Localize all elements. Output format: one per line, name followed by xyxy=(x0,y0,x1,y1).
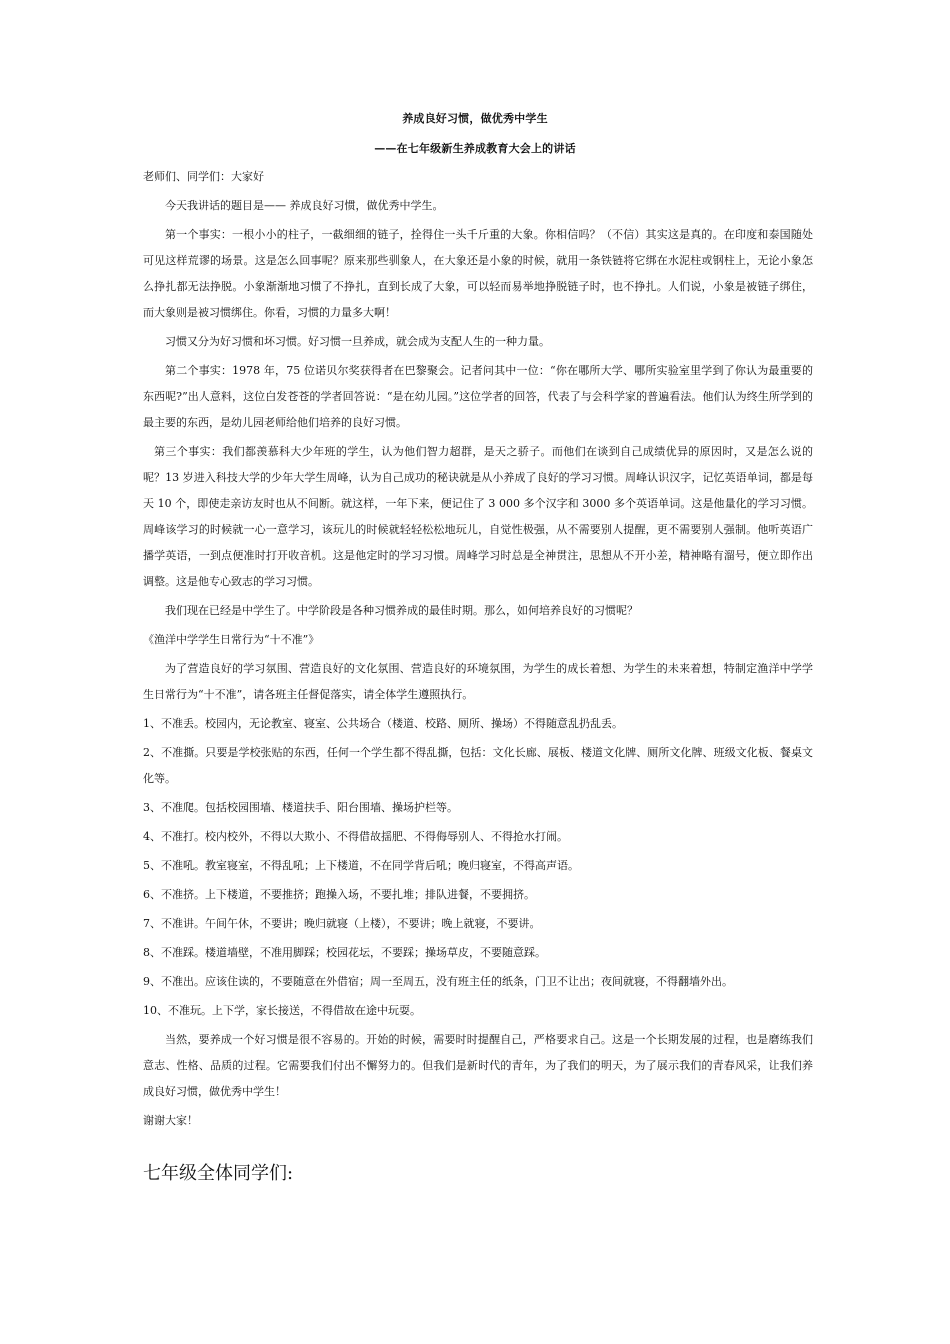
conclusion-paragraph: 当然，要养成一个好习惯是很不容易的。开始的时候，需要时时提醒自己，严格要求自己。这是一个长期发展的过程，也是磨练我们意志、性格、品质的过程。它需要我们付出不懈努力的。但我们是新时代的青年，为了我们的明天，为了展示我们的青春风采，让我们养成良好习惯，做优秀中学生！ xyxy=(143,1033,813,1098)
rule-item: 10、不准玩。上下学，家长接送，不得借故在途中玩耍。 xyxy=(143,1004,421,1017)
intro-paragraph: 今天我讲话的题目是—— 养成良好习惯，做优秀中学生。 xyxy=(165,199,444,212)
habits-paragraph: 习惯又分为好习惯和坏习惯。好习惯一旦养成，就会成为支配人生的一种力量。 xyxy=(165,335,550,348)
fact-three-paragraph: 第三个事实：我们都羡慕科大少年班的学生，认为他们智力超群，是天之骄子。而他们在谈到自己成绩优异的原因时，又是怎么说的呢？13 岁进入科技大学的少年大学生周峰，认为自己成功的秘诀就是从小养成了良好的学习习惯。周峰认识汉字，记忆英语单词，都是每天 10 个，即使走亲访友时也从不间断。就这样，一年下来，便记住了 3 000 多个汉字和 3000 多个英语单词。这是他量化的学习习惯。周峰该学习的时候就一心一意学习，该玩儿的时候就轻轻松松地玩儿，自觉性极强，从不需要别人提醒，更不需要别人强制。他听英语广播学英语，一到点便准时打开收音机。这是他定时的学习习惯。周峰学习时总是全神贯注，思想从不开小差，精神略有溜号，便立即作出调整。这是他专心致志的学习习惯。 xyxy=(143,445,813,588)
rule-item: 6、不准挤。上下楼道，不要推挤；跑操入场，不要扎堆；排队进餐，不要拥挤。 xyxy=(143,888,535,901)
fact-two-paragraph: 第二个事实：1978 年，75 位诺贝尔奖获得者在巴黎聚会。记者问其中一位：“你在哪所大学、哪所实验室里学到了你认为最重要的东西呢?”出人意料，这位白发苍苍的学者回答说：“是在幼儿园。”这位学者的回答，代表了与会科学家的普遍看法。他们认为终生所学到的最主要的东西，是幼儿园老师给他们培养的良好习惯。 xyxy=(143,364,813,429)
closing-heading: 七年级全体同学们: xyxy=(143,1163,294,1184)
fact-one-paragraph: 第一个事实：一根小小的柱子，一截细细的链子，拴得住一头千斤重的大象。你相信吗？（不信）其实这是真的。在印度和泰国随处可见这样荒谬的场景。这是怎么回事呢？原来那些驯象人，在大象还是小象的时候，就用一条铁链将它绑在水泥柱或钢柱上，无论小象怎么挣扎都无法挣脱。小象渐渐地习惯了不挣扎，直到长成了大象，可以轻而易举地挣脱链子时，也不挣扎。人们说，小象是被链子绑住，而大象则是被习惯绑住。你看，习惯的力量多大啊！ xyxy=(143,228,813,319)
document-body xyxy=(143,164,813,1137)
greeting: 老师们、同学们：大家好 xyxy=(143,170,264,183)
rule-item: 1、不准丢。校园内，无论教室、寝室、公共场合（楼道、校路、厕所、操场）不得随意乱扔乱丢。 xyxy=(143,717,623,730)
rule-item: 4、不准打。校内校外，不得以大欺小、不得借故揺肥、不得侮辱别人、不得抢水打闹。 xyxy=(143,830,568,843)
rule-item: 2、不准撕。只要是学校张贴的东西，任何一个学生都不得乱撕，包括：文化长廊、展板、楼道文化牌、厕所文化牌、班级文化板、餐桌文化等。 xyxy=(143,746,813,785)
document-title: 养成良好习惯，做优秀中学生 xyxy=(402,112,548,125)
rule-item: 3、不准爬。包括校园围墙、楼道扶手、阳台围墙、操场护栏等。 xyxy=(143,801,458,814)
rule-item: 9、不准出。应该住读的，不要随意在外借宿；周一至周五，没有班主任的纸条，门卫不让出；夜间就寝，不得翻墙外出。 xyxy=(143,975,733,988)
document-subtitle: ——在七年级新生养成教育大会上的讲话 xyxy=(374,142,576,155)
rule-item: 8、不准踩。楼道墙壁，不准用脚踩；校园花坛，不要踩；操场草皮，不要随意踩。 xyxy=(143,946,546,959)
rule-item: 5、不准吼。教室寝室，不得乱吼；上下楼道，不在同学背后吼；晚归寝室，不得高声语。 xyxy=(143,859,579,872)
rule-item: 7、不准讲。午间午休，不要讲；晚归就寝（上楼），不要讲；晚上就寝，不要讲。 xyxy=(143,917,541,930)
thanks-line: 谢谢大家！ xyxy=(143,1114,198,1127)
rules-intro-paragraph: 为了营造良好的学习氛围、营造良好的文化氛围、营造良好的环境氛围，为学生的成长着想、为学生的未来着想，特制定渔洋中学学生日常行为“十不准”，请各班主任督促落实，请全体学生遵照执行。 xyxy=(143,662,813,701)
rules-title: 《渔洋中学学生日常行为“十不准”》 xyxy=(143,633,320,646)
now-paragraph: 我们现在已经是中学生了。中学阶段是各种习惯养成的最佳时期。那么，如何培养良好的习惯呢？ xyxy=(165,604,638,617)
